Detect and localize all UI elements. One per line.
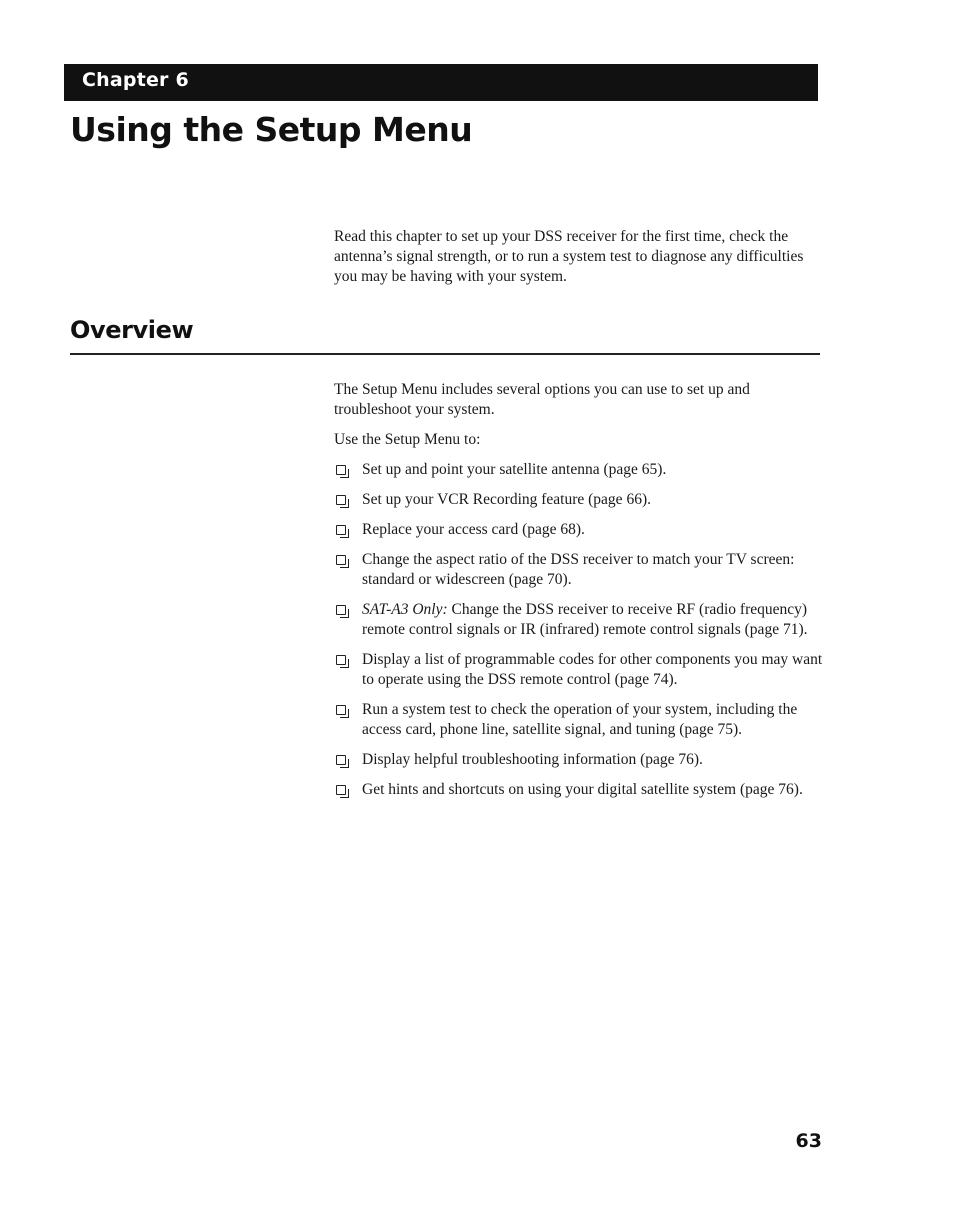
list-item (334, 550, 824, 590)
list-item (334, 520, 824, 540)
list-item-text: Set up your VCR Recording feature (page 66). (362, 491, 651, 508)
list-item (334, 650, 824, 690)
section-divider (70, 353, 820, 355)
list-item-text: Set up and point your satellite antenna (page 65). (362, 461, 667, 478)
checkbox-bullet-icon (336, 555, 346, 565)
list-item (334, 780, 824, 800)
list-item-text: Change the aspect ratio of the DSS receiver to match your TV screen: standard or widescreen (page 70). (362, 551, 795, 588)
page-number: 63 (795, 1130, 822, 1152)
list-item (334, 600, 824, 640)
checkbox-bullet-icon (336, 605, 346, 615)
list-item-text: Get hints and shortcuts on using your digital satellite system (page 76). (362, 781, 803, 798)
list-item-text: Replace your access card (page 68). (362, 521, 585, 538)
checkbox-bullet-icon (336, 755, 346, 765)
list-item (334, 700, 824, 740)
model-note: SAT-A3 Only: (362, 601, 448, 618)
list-item-text: Change the DSS receiver to receive RF (radio frequency) remote control signals or IR (infrared) remote control signals (page 71). (362, 601, 808, 638)
feature-list (334, 460, 824, 800)
list-item-text: Run a system test to check the operation of your system, including the access card, phone line, satellite signal, and tuning (page 75). (362, 701, 798, 738)
checkbox-bullet-icon (336, 705, 346, 715)
overview-heading: Overview (70, 316, 194, 344)
overview-body (334, 380, 824, 810)
checkbox-bullet-icon (336, 655, 346, 665)
chapter-label: Chapter 6 (82, 69, 189, 91)
checkbox-bullet-icon (336, 465, 346, 475)
bullet-lead: Use the Setup Menu to: (334, 431, 481, 448)
intro-paragraph: Read this chapter to set up your DSS receiver for the first time, check the antenna’s signal strength, or to run a system test to diagnose any difficulties you may be having with your system. (334, 228, 804, 285)
checkbox-bullet-icon (336, 785, 346, 795)
page-title: Using the Setup Menu (70, 110, 473, 149)
list-item-text: Display helpful troubleshooting information (page 76). (362, 751, 703, 768)
overview-paragraph: The Setup Menu includes several options you can use to set up and troubleshoot your system. (334, 381, 750, 418)
checkbox-bullet-icon (336, 495, 346, 505)
list-item (334, 460, 824, 480)
checkbox-bullet-icon (336, 525, 346, 535)
list-item-text: Display a list of programmable codes for other components you may want to operate using the DSS remote control (page 74). (362, 651, 823, 688)
list-item (334, 750, 824, 770)
list-item (334, 490, 824, 510)
chapter-banner (64, 64, 818, 101)
